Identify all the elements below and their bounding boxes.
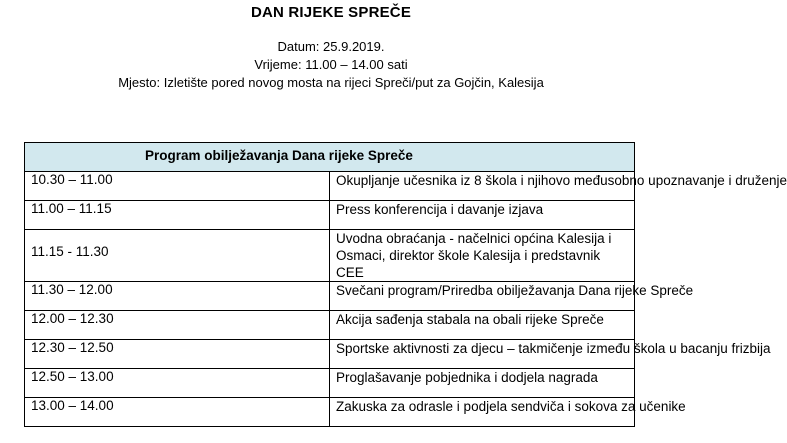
activity-cell: Press konferencija i davanje izjava [330, 201, 635, 230]
time-line: Vrijeme: 11.00 – 14.00 sati [254, 57, 408, 72]
time-cell: 10.30 – 11.00 [25, 172, 330, 201]
table-row [25, 398, 635, 427]
time-cell: 12.30 – 12.50 [25, 340, 330, 369]
table-row [25, 369, 635, 398]
table-row [25, 340, 635, 369]
activity-cell: Proglašavanje pobjednika i dodjela nagrada [330, 369, 635, 398]
date-line: Datum: 25.9.2019. [277, 39, 385, 54]
program-table [24, 142, 787, 427]
time-cell: 11.15 - 11.30 [25, 230, 330, 282]
table-row [25, 311, 635, 340]
activity-cell: Akcija sađenja stabala na obali rijeke Spreče [330, 311, 635, 340]
table-row [25, 172, 635, 201]
program-header: Program obilježavanja Dana rijeke Sprеče [25, 143, 635, 172]
table-row [25, 201, 635, 230]
time-cell: 12.50 – 13.00 [25, 369, 330, 398]
activity-cell: Svečani program/Priredba obilježavanja Dana rijeke Spreče [330, 282, 635, 311]
time-cell: 13.00 – 14.00 [25, 398, 330, 427]
table-header-row [25, 143, 635, 172]
activity-cell: Uvodna obraćanja - načelnici općina Kalesija i Osmaci, direktor škole Kalesija i predstavnik CEE [330, 230, 635, 282]
place-line: Mjesto: Izletište pored novog mosta na rijeci Spreči/put za Gojčin, Kalesija [118, 75, 544, 90]
time-cell: 11.00 – 11.15 [25, 201, 330, 230]
activity-cell: Zakuska za odrasle i podjela sendviča i sokova za učenike [330, 398, 635, 427]
activity-cell: Sportske aktivnosti za djecu – takmičenje između škola u bacanju frizbija [330, 340, 635, 369]
table-row [25, 282, 635, 311]
activity-cell: Okupljanje učesnika iz 8 škola i njihovo međusobno upoznavanje i druženje [330, 172, 635, 201]
time-cell: 12.00 – 12.30 [25, 311, 330, 340]
document-title: DAN RIJEKE SPREČE [250, 4, 412, 21]
time-cell: 11.30 – 12.00 [25, 282, 330, 311]
table-row [25, 230, 635, 282]
